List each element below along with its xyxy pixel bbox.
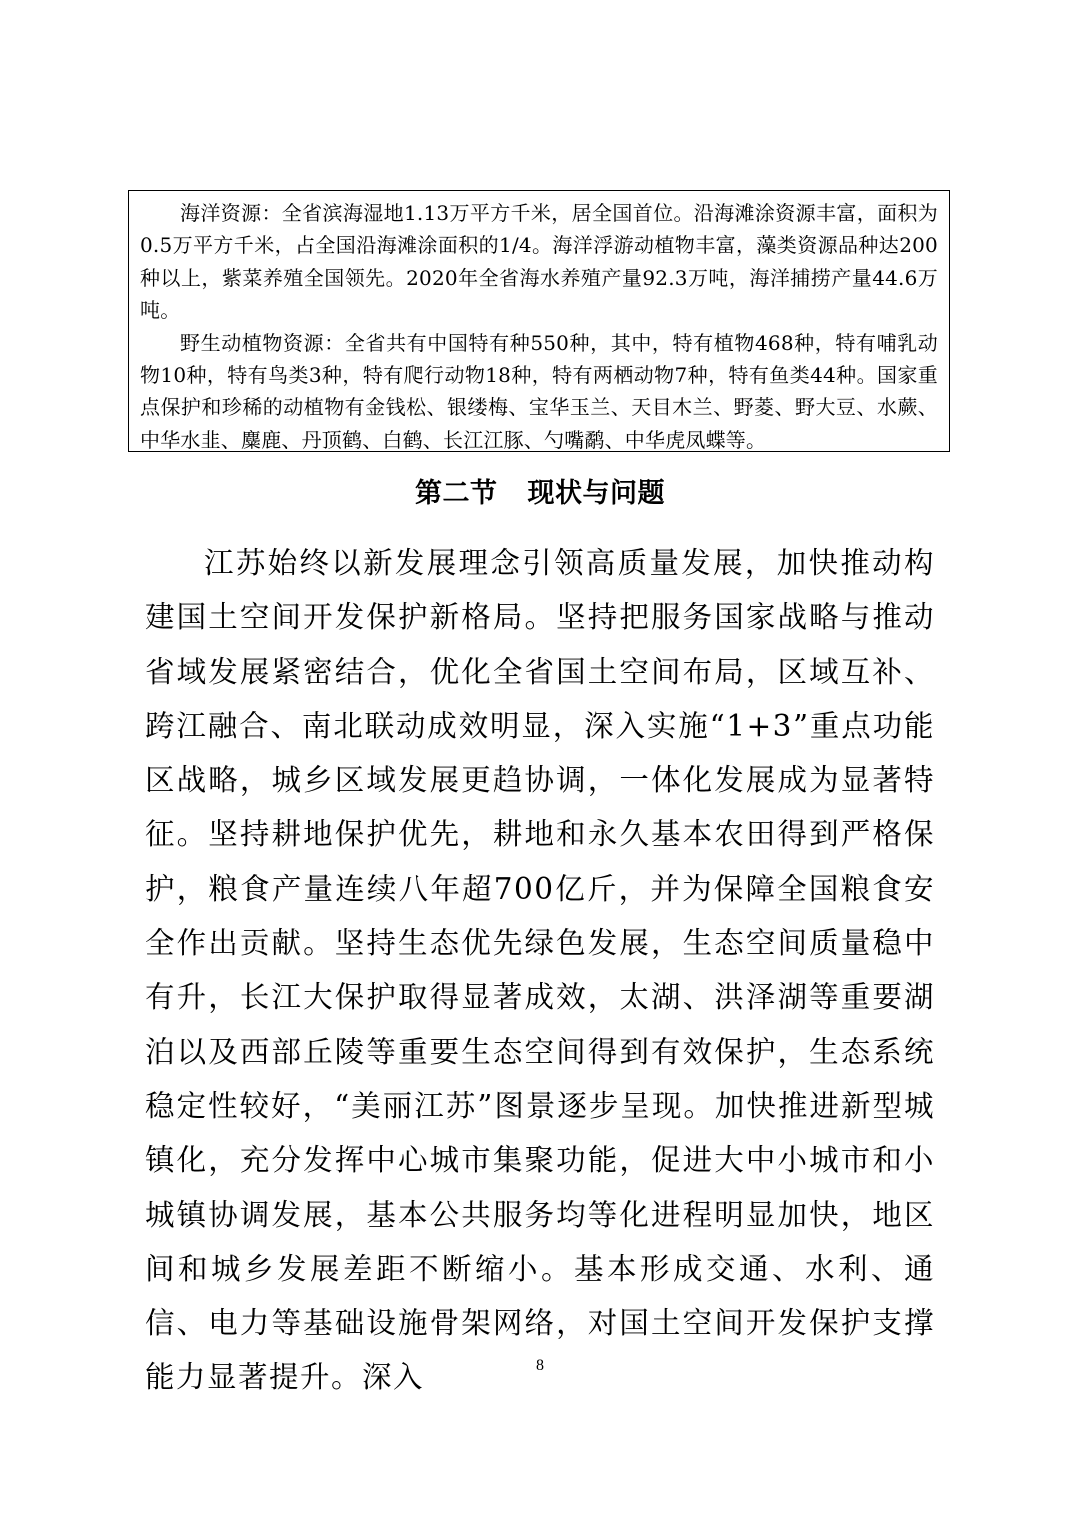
body-paragraph: 江苏始终以新发展理念引领高质量发展，加快推动构建国土空间开发保护新格局。坚持把服务国家战略与推动省域发展紧密结合，优化全省国土空间布局，区域互补、跨江融合、南北联动成效明显，深入实施“1+3”重点功能区战略，城乡区域发展更趋协调，一体化发展成为显著特征。坚持耕地保护优先，耕地和永久基本农田得到严格保护，粮食产量连续八年超700亿斤，并为保障全国粮食安全作出贡献。坚持生态优先绿色发展，生态空间质量稳中有升，长江大保护取得显著成效，太湖、洪泽湖等重要湖泊以及西部丘陵等重要生态空间得到有效保护，生态系统稳定性较好，“美丽江苏”图景逐步呈现。加快推进新型城镇化，充分发挥中心城市集聚功能，促进大中小城市和小城镇协调发展，基本公共服务均等化进程明显加快，地区间和城乡发展差距不断缩小。基本形成交通、水利、通信、电力等基础设施骨架网络，对国土空间开发保护支撑能力显著提升。深入	[145, 546, 935, 1395]
resource-info-box	[128, 190, 950, 452]
page-number: 8	[536, 1357, 544, 1374]
section-heading	[0, 474, 1080, 514]
wildlife-resources-paragraph: 野生动植物资源：全省共有中国特有种550种，其中，特有植物468种，特有哺乳动物10种，特有鸟类3种，特有爬行动物18种，特有两栖动物7种，特有鱼类44种。国家重点保护和珍稀的动植物有金钱松、银缕梅、宝华玉兰、天目木兰、野菱、野大豆、水蕨、中华水韭、麋鹿、丹顶鹤、白鹤、长江江豚、勺嘴鹬、中华虎凤蝶等。	[140, 330, 938, 452]
ocean-resources-paragraph: 海洋资源：全省滨海湿地1.13万平方千米，居全国首位。沿海滩涂资源丰富，面积为0.5万平方千米，占全国沿海滩涂面积的1/4。海洋浮游动植物丰富，藻类资源品种达200种以上，紫菜养殖全国领先。2020年全省海水养殖产量92.3万吨，海洋捕捞产量44.6万吨。	[140, 201, 938, 323]
section-title: 现状与问题	[527, 478, 665, 509]
section-number: 第二节	[415, 478, 498, 509]
